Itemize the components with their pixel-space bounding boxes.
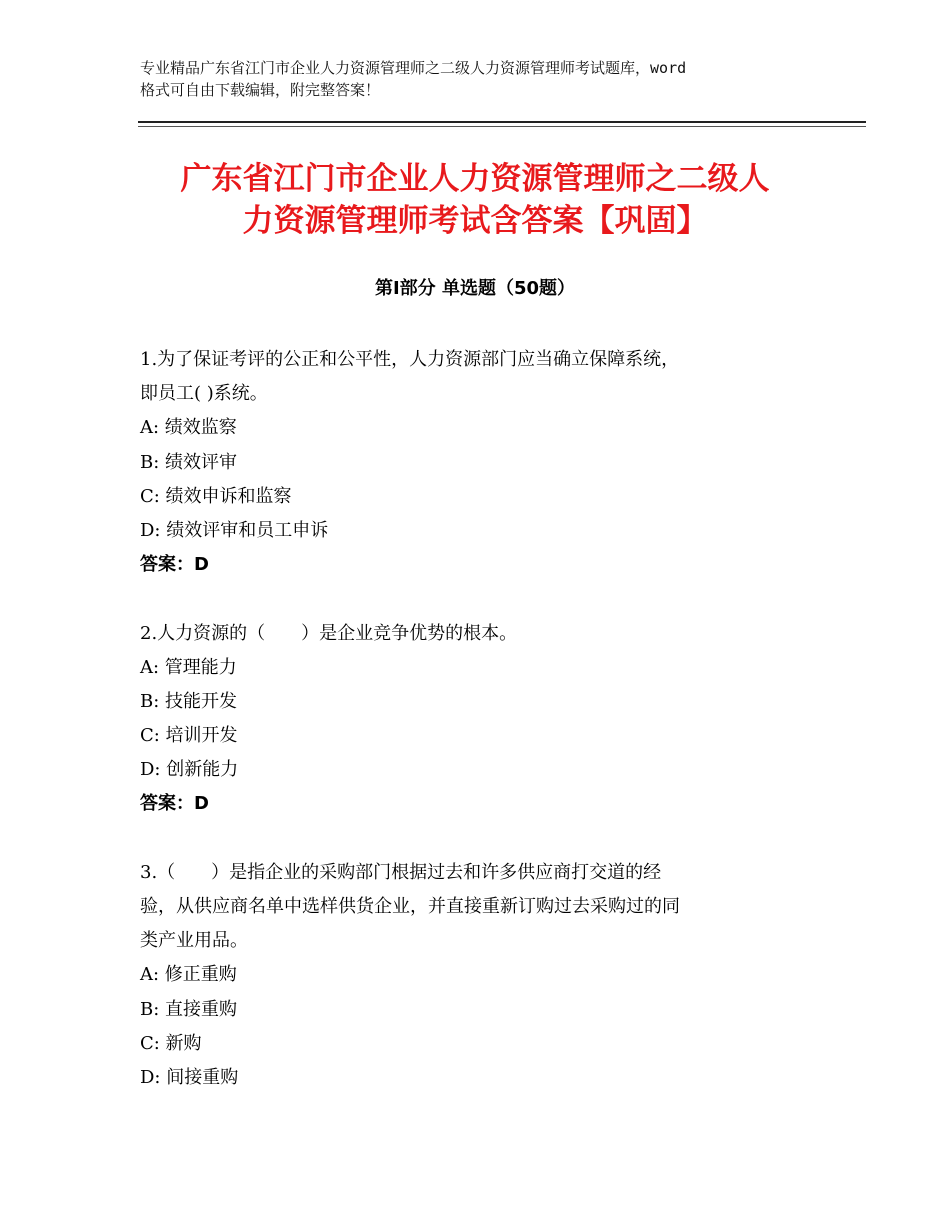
question-3	[140, 856, 820, 1095]
option-b: B: 技能开发	[140, 690, 238, 712]
option-d: D: 间接重购	[140, 1066, 239, 1088]
option-a: A: 绩效监察	[140, 417, 237, 439]
header-note-line: 格式可自由下载编辑，附完整答案！	[140, 81, 381, 99]
option-c: C: 绩效申诉和监察	[140, 485, 292, 507]
question-list	[140, 343, 820, 1095]
option-a: A: 修正重购	[140, 964, 237, 986]
option-d: D: 创新能力	[140, 759, 239, 781]
question-stem-line: 类产业用品。	[140, 930, 248, 952]
question-2	[140, 617, 820, 822]
option-a: A: 管理能力	[140, 656, 237, 678]
header-note	[140, 57, 820, 101]
answer-label: 答案：D	[140, 554, 209, 576]
header-divider-thin	[138, 126, 866, 127]
document-title-line: 力资源管理师考试含答案【巩固】	[242, 203, 708, 239]
question-stem-line: 1.为了保证考评的公正和公平性，人力资源部门应当确立保障系统，	[140, 349, 680, 370]
question-spacer	[140, 582, 820, 616]
question-1	[140, 343, 820, 582]
document-title-line: 广东省江门市企业人力资源管理师之二级人	[180, 161, 770, 197]
document-title	[100, 158, 850, 242]
question-stem-line: 3.（ ）是指企业的采购部门根据过去和许多供应商打交道的经	[140, 861, 662, 883]
question-stem-line: 即员工( )系统。	[140, 383, 268, 405]
question-stem-line: 2.人力资源的（ ）是企业竞争优势的根本。	[140, 622, 518, 644]
option-c: C: 培训开发	[140, 725, 238, 747]
section-title: 第Ⅰ部分 单选题（50题）	[374, 278, 575, 299]
question-stem-line: 验，从供应商名单中选样供货企业，并直接重新订购过去采购过的同	[140, 896, 680, 917]
answer-label: 答案：D	[140, 793, 209, 815]
header-note-line: 专业精品广东省江门市企业人力资源管理师之二级人力资源管理师考试题库，word	[140, 59, 687, 77]
option-b: B: 直接重购	[140, 998, 238, 1020]
option-b: B: 绩效评审	[140, 451, 238, 473]
option-d: D: 绩效评审和员工申诉	[140, 519, 329, 541]
header-divider-thick	[138, 121, 866, 123]
question-spacer	[140, 822, 820, 856]
option-c: C: 新购	[140, 1032, 202, 1054]
